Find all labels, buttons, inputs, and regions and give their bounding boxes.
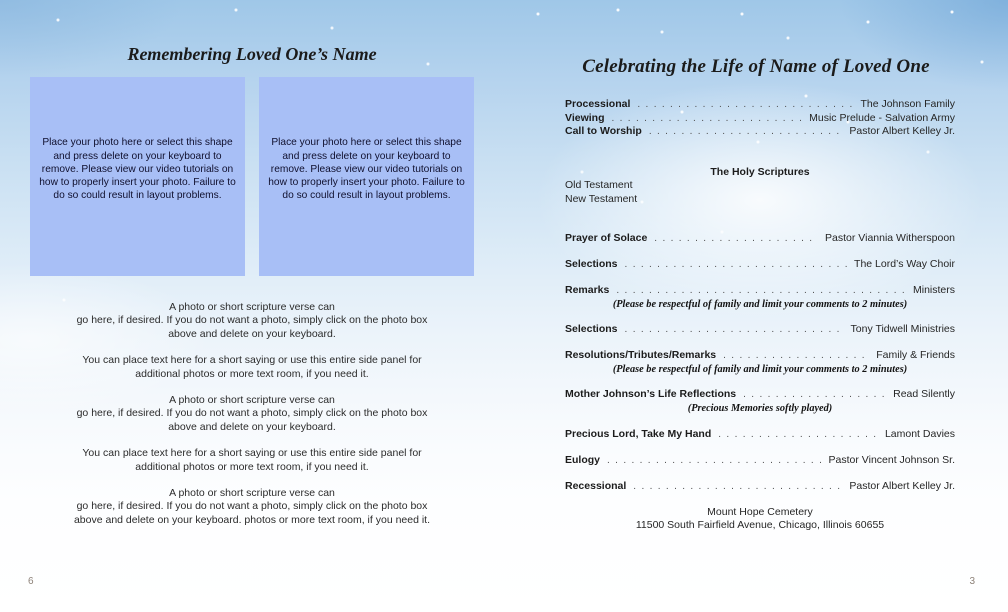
holy-scriptures-section	[565, 166, 955, 207]
entry-value: The Lord’s Way Choir	[854, 258, 955, 271]
page-number-left: 6	[28, 576, 34, 587]
photo-placeholder-text: Place your photo here or select this shape and press delete on your keyboard to remove. Please view our video tutorials on how to properly insert your photo. Failure to do so could result in layout problems.	[39, 137, 236, 202]
photo-placeholder-box-2[interactable]	[259, 77, 474, 276]
photo-placeholder-box-1[interactable]	[30, 77, 245, 276]
entry-value: Pastor Albert Kelley Jr.	[849, 479, 955, 492]
dot-leader	[625, 323, 844, 337]
paragraph-line: You can place text here for a short saying or use this entire side panel for	[82, 354, 422, 367]
scriptures-heading: The Holy Scriptures	[710, 165, 810, 178]
dot-leader	[607, 454, 822, 468]
paragraph-line: go here, if desired. If you do not want a photo, simply click on the photo box	[76, 314, 428, 327]
entry-value: Ministers	[912, 284, 955, 297]
program-entry	[565, 258, 955, 272]
program-entry	[565, 349, 955, 376]
program-entry	[565, 454, 955, 468]
paragraph-line: above and delete on your keyboard. photos or more text room, if you need it.	[73, 513, 431, 526]
left-page-title: Remembering Loved One’s Name	[127, 44, 377, 64]
paragraph-line: go here, if desired. If you do not want a photo, simply click on the photo box	[76, 500, 428, 513]
program-entry	[565, 284, 955, 311]
entry-label: Viewing	[565, 111, 605, 124]
order-of-service	[565, 98, 955, 533]
program-entry	[565, 125, 955, 139]
dot-leader	[611, 112, 802, 126]
dot-leader	[625, 258, 848, 272]
paragraph-line: A photo or short scripture verse can	[169, 301, 335, 313]
photo-box-row	[0, 77, 504, 276]
entry-label: Remarks	[565, 284, 610, 297]
paragraph-line: A photo or short scripture verse can	[169, 394, 335, 407]
entry-label: Mother Johnson’s Life Reflections	[565, 388, 737, 401]
left-page-text-panel	[0, 301, 504, 527]
venue-block	[565, 506, 955, 533]
photo-placeholder-text: Place your photo here or select this shape and press delete on your keyboard to remove. Please view our video tutorials on how to properly insert your photo. Failure to do so could result in layout problems.	[268, 137, 465, 202]
entry-label: Recessional	[565, 479, 627, 492]
placeholder-paragraph	[0, 487, 504, 527]
program-entry	[565, 480, 955, 494]
entry-note: (Please be respectful of family and limit your comments to 2 minutes)	[612, 363, 908, 375]
entry-value: Music Prelude - Salvation Army	[809, 111, 955, 124]
dot-leader	[718, 428, 878, 442]
entry-note: (Please be respectful of family and limit your comments to 2 minutes)	[612, 298, 908, 310]
scripture-item: Old Testament	[565, 179, 633, 191]
dot-leader	[649, 125, 843, 139]
program-entry	[565, 98, 955, 112]
right-page	[504, 0, 1008, 612]
placeholder-paragraph	[0, 394, 504, 434]
page-number-right: 3	[969, 576, 975, 587]
paragraph-line: above and delete on your keyboard.	[168, 420, 336, 433]
placeholder-paragraph	[0, 301, 504, 341]
entry-label: Eulogy	[565, 453, 601, 466]
entry-value: Pastor Albert Kelley Jr.	[849, 125, 955, 137]
scripture-item: New Testament	[565, 192, 638, 205]
entry-value: Read Silently	[893, 388, 955, 401]
placeholder-paragraph	[0, 354, 504, 381]
entry-label: Processional	[565, 98, 631, 110]
dot-leader	[723, 349, 869, 363]
dot-leader	[637, 98, 853, 112]
dot-leader	[743, 388, 886, 402]
entry-label: Prayer of Solace	[565, 232, 648, 244]
entry-label: Call to Worship	[565, 125, 642, 137]
program-entry	[565, 232, 955, 246]
paragraph-line: above and delete on your keyboard.	[168, 327, 336, 340]
opening-rows	[565, 98, 955, 139]
entry-label: Selections	[565, 258, 618, 271]
service-entries	[565, 232, 955, 493]
paragraph-line: go here, if desired. If you do not want a photo, simply click on the photo box	[76, 407, 428, 420]
entry-value: Family & Friends	[876, 349, 955, 362]
entry-value: Pastor Viannia Witherspoon	[825, 232, 955, 244]
paragraph-line: additional photos or more text room, if you need it.	[135, 460, 369, 473]
entry-label: Selections	[565, 323, 618, 336]
program-entry	[565, 112, 955, 126]
program-entry	[565, 388, 955, 415]
dot-leader	[633, 480, 842, 494]
entry-value: Tony Tidwell Ministries	[850, 323, 955, 336]
entry-value: Lamont Davies	[884, 427, 955, 440]
venue-address: 11500 South Fairfield Avenue, Chicago, Illinois 60655	[635, 519, 885, 532]
right-page-title: Celebrating the Life of Name of Loved One	[582, 56, 930, 77]
paragraph-line: You can place text here for a short saying or use this entire side panel for	[82, 447, 422, 460]
entry-note: (Precious Memories softly played)	[687, 402, 833, 414]
venue-name: Mount Hope Cemetery	[707, 505, 813, 518]
entry-label: Resolutions/Tributes/Remarks	[565, 349, 717, 362]
program-entry	[565, 428, 955, 442]
program-entry	[565, 323, 955, 337]
paragraph-line: additional photos or more text room, if you need it.	[135, 367, 369, 380]
placeholder-paragraph	[0, 447, 504, 474]
paragraph-line: A photo or short scripture verse can	[169, 487, 335, 500]
entry-label: Precious Lord, Take My Hand	[565, 427, 712, 440]
dot-leader	[654, 232, 818, 246]
entry-value: The Johnson Family	[860, 98, 955, 110]
entry-value: Pastor Vincent Johnson Sr.	[828, 453, 955, 466]
dot-leader	[616, 284, 906, 298]
